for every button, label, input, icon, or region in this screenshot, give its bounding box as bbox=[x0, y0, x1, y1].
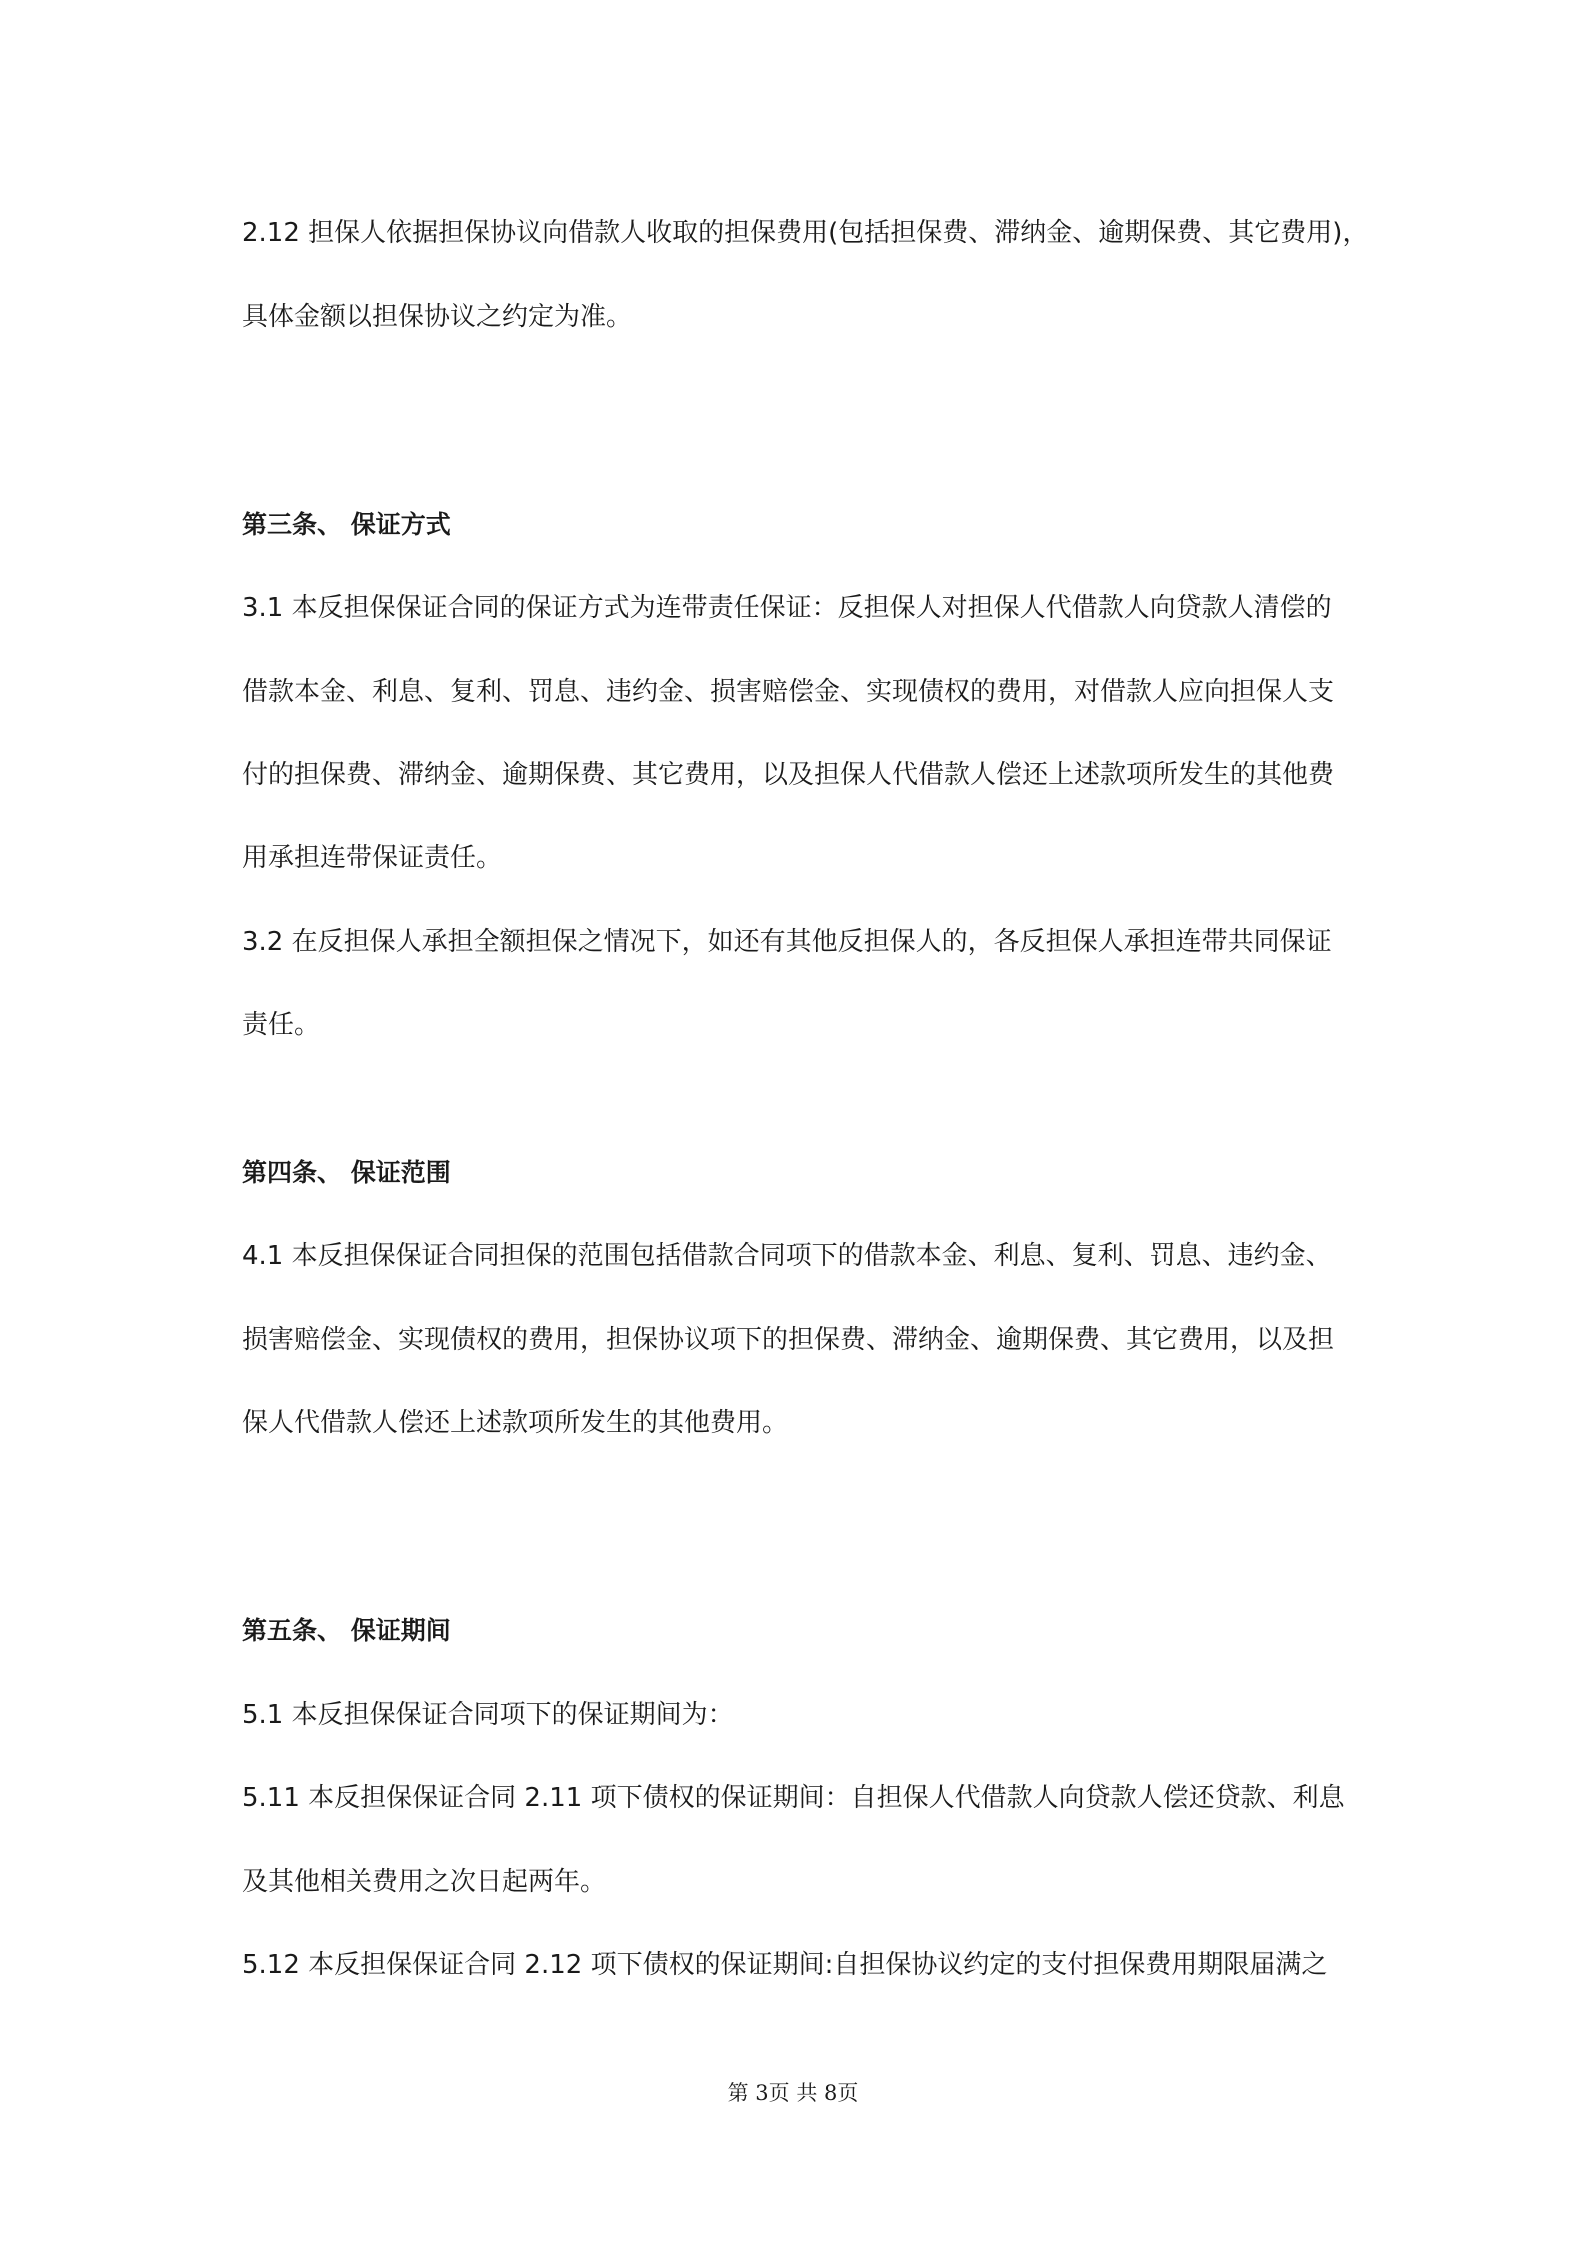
section-heading: 第五条、 保证期间 bbox=[242, 1616, 451, 1645]
paragraph-line: 3.2 在反担保人承担全额担保之情况下，如还有其他反担保人的，各反担保人承担连带共同保证 bbox=[242, 927, 1332, 957]
paragraph-line: 3.1 本反担保保证合同的保证方式为连带责任保证：反担保人对担保人代借款人向贷款人清偿的 bbox=[242, 593, 1332, 623]
paragraph-line: 责任。 bbox=[242, 1010, 321, 1040]
paragraph-line: 5.12 本反担保保证合同 2.12 项下债权的保证期间:自担保协议约定的支付担保费用期限届满之 bbox=[242, 1950, 1328, 1980]
paragraph-line: 付的担保费、滞纳金、逾期保费、其它费用，以及担保人代借款人偿还上述款项所发生的其他费 bbox=[242, 760, 1335, 790]
paragraph-line: 2.12 担保人依据担保协议向借款人收取的担保费用(包括担保费、滞纳金、逾期保费、其它费用)， bbox=[242, 218, 1369, 248]
section-heading: 第三条、 保证方式 bbox=[242, 510, 451, 539]
paragraph-line: 用承担连带保证责任。 bbox=[242, 843, 503, 873]
paragraph-line: 4.1 本反担保保证合同担保的范围包括借款合同项下的借款本金、利息、复利、罚息、违约金、 bbox=[242, 1241, 1332, 1271]
page-footer: 第 3页 共 8页 bbox=[727, 2081, 859, 2105]
paragraph-line: 借款本金、利息、复利、罚息、违约金、损害赔偿金、实现债权的费用，对借款人应向担保人支 bbox=[242, 677, 1335, 707]
paragraph-line: 保人代借款人偿还上述款项所发生的其他费用。 bbox=[242, 1408, 789, 1438]
section-heading: 第四条、 保证范围 bbox=[242, 1158, 451, 1187]
paragraph-line: 及其他相关费用之次日起两年。 bbox=[242, 1867, 607, 1897]
paragraph-line: 损害赔偿金、实现债权的费用，担保协议项下的担保费、滞纳金、逾期保费、其它费用，以及担 bbox=[242, 1325, 1335, 1355]
paragraph-line: 具体金额以担保协议之约定为准。 bbox=[242, 302, 633, 332]
paragraph-line: 5.1 本反担保保证合同项下的保证期间为： bbox=[242, 1700, 734, 1730]
paragraph-line: 5.11 本反担保保证合同 2.11 项下债权的保证期间：自担保人代借款人向贷款人偿还贷款、利息 bbox=[242, 1783, 1345, 1813]
